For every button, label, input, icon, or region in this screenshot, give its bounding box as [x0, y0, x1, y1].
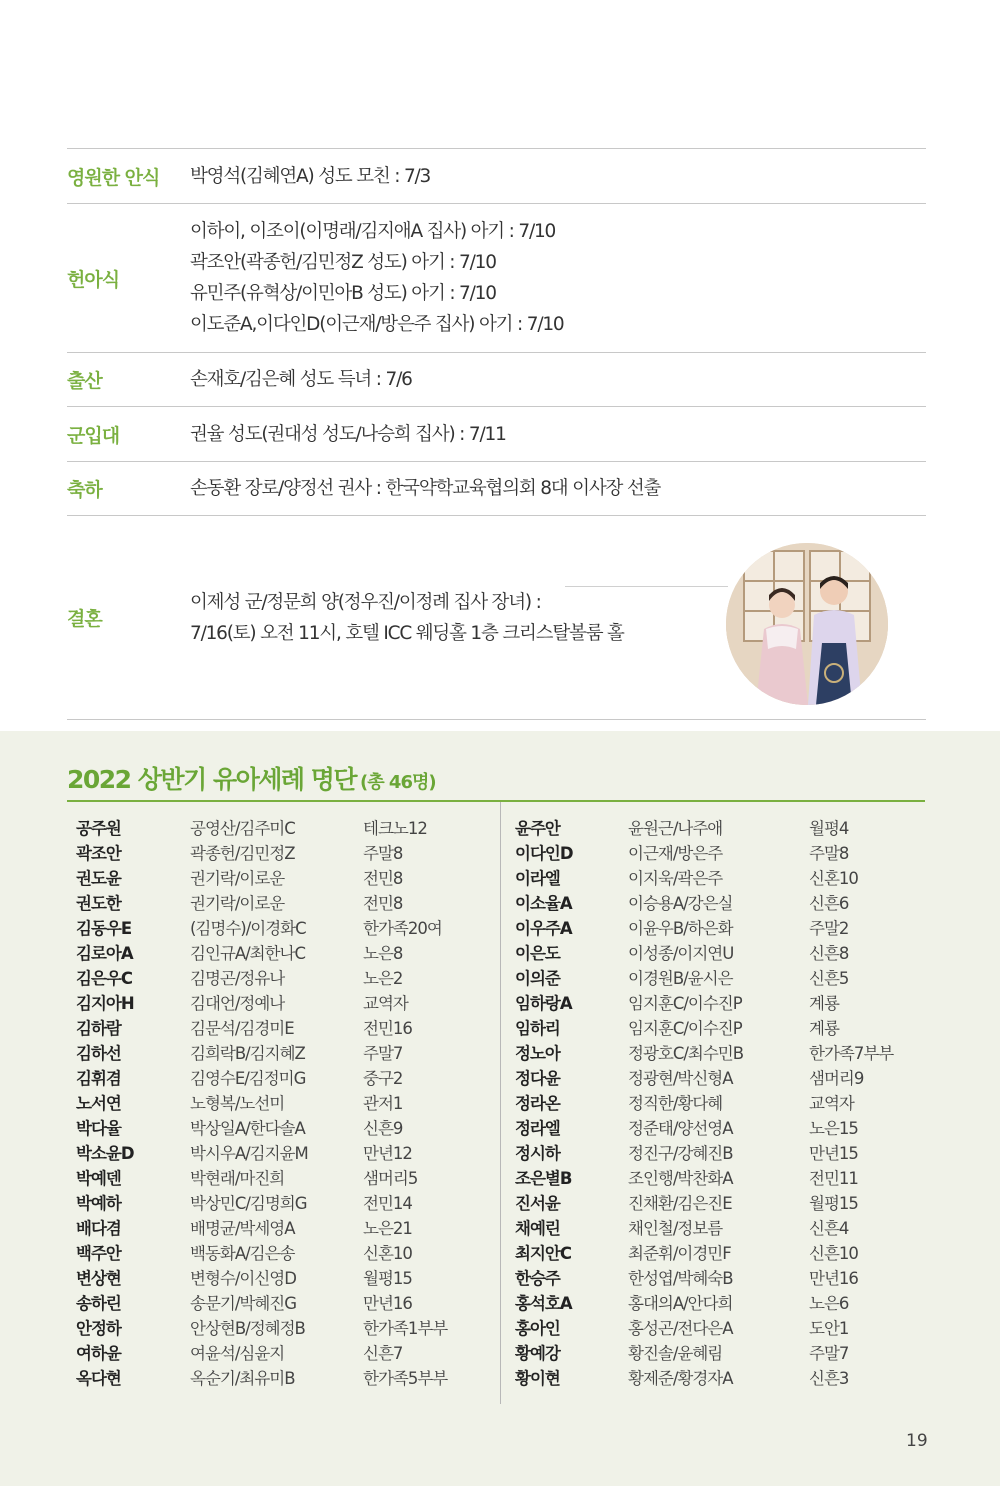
title-rule	[67, 800, 925, 802]
baptism-entry	[76, 814, 447, 839]
parents-names: 공영산/김주미C	[190, 818, 295, 838]
group-name: 주말8	[809, 843, 849, 863]
baptism-entry	[76, 864, 447, 889]
child-name: 박예하	[76, 1193, 121, 1213]
group-name: 관저1	[363, 1093, 403, 1113]
child-name: 홍석호A	[515, 1293, 572, 1313]
baptism-entry	[76, 1139, 447, 1164]
news-line: 권율 성도(권대성 성도/나승희 집사) : 7/11	[190, 423, 506, 445]
baptism-entry	[76, 889, 447, 914]
parents-names: 박현래/마진희	[190, 1168, 285, 1188]
news-body	[190, 161, 926, 192]
parents-names: 홍성곤/전다은A	[628, 1318, 733, 1338]
group-name: 노은8	[363, 943, 403, 963]
parents-names: 김영수E/김정미G	[190, 1068, 306, 1088]
parents-names: 정진구/강혜진B	[628, 1143, 733, 1163]
news-line: 유민주(유혁상/이민아B 성도) 아기 : 7/10	[190, 283, 496, 304]
wedding-couple-illustration	[726, 543, 888, 705]
parents-names: 권기락/이로운	[190, 868, 285, 888]
news-line: 박영석(김혜연A) 성도 모친 : 7/3	[190, 165, 431, 187]
baptism-entry	[515, 1089, 893, 1114]
group-name: 월평15	[363, 1268, 412, 1288]
group-name: 전민8	[363, 893, 403, 913]
child-name: 임하리	[515, 1018, 560, 1038]
group-name: 만년15	[809, 1143, 858, 1163]
parents-names: 박상민C/김명희G	[190, 1193, 307, 1213]
group-name: 신흔10	[809, 1243, 858, 1263]
group-name: 한가족7부부	[809, 1043, 894, 1063]
baptism-entry	[515, 1139, 893, 1164]
child-name: 권도윤	[76, 868, 121, 888]
group-name: 샘머리9	[809, 1068, 864, 1088]
baptism-entry	[76, 1239, 447, 1264]
child-name: 안정하	[76, 1318, 121, 1338]
parents-names: 박시우A/김지윤M	[190, 1143, 308, 1163]
baptism-entry	[76, 1164, 447, 1189]
child-name: 김하선	[76, 1043, 121, 1063]
group-name: 한가족1부부	[363, 1318, 448, 1338]
group-name: 만년16	[363, 1293, 412, 1313]
child-name: 배다겸	[76, 1218, 121, 1238]
parents-names: 이윤우B/하은화	[628, 918, 733, 938]
child-name: 이은도	[515, 943, 560, 963]
group-name: 주말8	[363, 843, 403, 863]
child-name: 김은우C	[76, 968, 132, 988]
parents-names: 이승용A/강은실	[628, 893, 733, 913]
baptism-entry	[76, 1364, 447, 1389]
group-name: 전민11	[809, 1168, 858, 1188]
child-name: 변상현	[76, 1268, 121, 1288]
category-label: 영원한 안식	[67, 166, 160, 189]
category-label: 헌아식	[67, 268, 120, 291]
parents-names: (김명수)/이경화C	[190, 918, 306, 938]
category-label: 축하	[67, 479, 102, 501]
baptism-entry	[76, 1214, 447, 1239]
parents-names: 노형복/노선미	[190, 1093, 285, 1113]
group-name: 도안1	[809, 1318, 849, 1338]
group-name: 신흔4	[809, 1218, 849, 1238]
baptism-entry	[76, 839, 447, 864]
baptism-entry	[76, 1014, 447, 1039]
parents-names: 안상현B/정혜정B	[190, 1318, 305, 1338]
child-name: 임하랑A	[515, 993, 572, 1013]
parents-names: 최준휘/이경민F	[628, 1243, 731, 1263]
parents-names: 이근재/방은주	[628, 843, 723, 863]
child-name: 황이현	[515, 1368, 560, 1388]
baptism-entry	[515, 814, 893, 839]
church-news-table	[67, 148, 926, 720]
parents-names: 김문석/김경미E	[190, 1018, 294, 1038]
group-name: 중구2	[363, 1068, 403, 1088]
news-row-memorial	[67, 148, 926, 203]
parents-names: 배명균/박세영A	[190, 1218, 295, 1238]
child-name: 박소윤D	[76, 1143, 134, 1163]
child-name: 김동우E	[76, 918, 132, 938]
wedding-couple-photo	[726, 543, 888, 705]
parents-names: 황진솔/윤혜림	[628, 1343, 723, 1363]
baptism-entry	[76, 1314, 447, 1339]
parents-names: 임지훈C/이수진P	[628, 993, 742, 1013]
group-name: 월평15	[809, 1193, 858, 1213]
child-name: 이다인D	[515, 843, 573, 863]
news-line: 이제성 군/정문희 양(정우진/이정례 집사 장녀) :	[190, 591, 541, 613]
baptism-entry	[76, 1089, 447, 1114]
baptism-entry	[515, 1214, 893, 1239]
child-name: 홍아인	[515, 1318, 560, 1338]
parents-names: 여윤석/심윤지	[190, 1343, 285, 1363]
baptism-list-title	[67, 760, 436, 796]
parents-names: 진채환/김은진E	[628, 1193, 732, 1213]
group-name: 신흔9	[363, 1118, 403, 1138]
parents-names: 곽종헌/김민정Z	[190, 843, 295, 863]
news-row-wedding	[67, 515, 926, 720]
group-name: 주말7	[809, 1343, 849, 1363]
parents-names: 이지욱/곽은주	[628, 868, 723, 888]
news-body	[190, 473, 926, 504]
parents-names: 권기락/이로운	[190, 893, 285, 913]
baptism-entry	[515, 1064, 893, 1089]
child-name: 정시하	[515, 1143, 560, 1163]
group-name: 노은15	[809, 1118, 858, 1138]
category-label: 결혼	[67, 608, 102, 630]
parents-names: 박상일A/한다솔A	[190, 1118, 305, 1138]
group-name: 전민8	[363, 868, 403, 888]
group-name: 신흔7	[363, 1343, 403, 1363]
child-name: 채예린	[515, 1218, 560, 1238]
parents-names: 송문기/박혜진G	[190, 1293, 296, 1313]
group-name: 신흔3	[809, 1368, 849, 1388]
baptism-entry	[515, 889, 893, 914]
group-name: 주말2	[809, 918, 849, 938]
group-name: 노은21	[363, 1218, 412, 1238]
baptism-entry	[515, 989, 893, 1014]
child-name: 정라온	[515, 1093, 560, 1113]
parents-names: 임지훈C/이수진P	[628, 1018, 742, 1038]
child-name: 윤주안	[515, 818, 560, 838]
group-name: 주말7	[363, 1043, 403, 1063]
parents-names: 황제준/황경자A	[628, 1368, 733, 1388]
baptism-entry	[515, 914, 893, 939]
baptism-entry	[515, 1039, 893, 1064]
child-name: 공주원	[76, 818, 121, 838]
child-name: 여하윤	[76, 1343, 121, 1363]
child-name: 김지아H	[76, 993, 134, 1013]
news-row-birth	[67, 352, 926, 406]
baptism-entry	[515, 1114, 893, 1139]
baptism-list-left-column	[76, 814, 447, 1389]
child-name: 송하린	[76, 1293, 121, 1313]
parents-names: 옥순기/최유미B	[190, 1368, 295, 1388]
group-name: 테크노12	[363, 818, 427, 838]
news-line: 이하이, 이조이(이명래/김지애A 집사) 아기 : 7/10	[190, 221, 556, 242]
baptism-entry	[76, 1114, 447, 1139]
baptism-entry	[515, 1314, 893, 1339]
news-line: 곽조안(곽종헌/김민정Z 성도) 아기 : 7/10	[190, 252, 496, 273]
baptism-entry	[515, 964, 893, 989]
group-name: 월평4	[809, 818, 849, 838]
child-name: 곽조안	[76, 843, 121, 863]
parents-names: 정직한/황다혜	[628, 1093, 723, 1113]
baptism-entry	[515, 1339, 893, 1364]
group-name: 전민14	[363, 1193, 412, 1213]
baptism-entry	[515, 1014, 893, 1039]
child-name: 이소율A	[515, 893, 572, 913]
parents-names: 채인철/정보름	[628, 1218, 723, 1238]
baptism-entry	[76, 914, 447, 939]
child-name: 권도한	[76, 893, 121, 913]
child-name: 김하람	[76, 1018, 121, 1038]
category-label: 출산	[67, 370, 102, 392]
group-name: 신흔6	[809, 893, 849, 913]
group-name: 신혼10	[809, 868, 858, 888]
news-line: 이도준A,이다인D(이근재/방은주 집사) 아기 : 7/10	[190, 314, 564, 335]
group-name: 노은2	[363, 968, 403, 988]
baptism-entry	[76, 1064, 447, 1089]
group-name: 샘머리5	[363, 1168, 418, 1188]
news-line: 손동환 장로/양정선 권사 : 한국약학교육협의회 8대 이사장 선출	[190, 478, 661, 499]
parents-names: 정광호C/최수민B	[628, 1043, 744, 1063]
parents-names: 정광현/박신형A	[628, 1068, 733, 1088]
parents-names: 변형수/이신영D	[190, 1268, 296, 1288]
page-number: 19	[906, 1431, 928, 1451]
baptism-entry	[515, 839, 893, 864]
child-name: 백주안	[76, 1243, 121, 1263]
child-name: 정노아	[515, 1043, 560, 1063]
parents-names: 이성종/이지연U	[628, 943, 734, 963]
baptism-entry	[515, 1189, 893, 1214]
parents-names: 정준태/양선영A	[628, 1118, 733, 1138]
parents-names: 김희락B/김지혜Z	[190, 1043, 305, 1063]
group-name: 신흔8	[809, 943, 849, 963]
child-name: 김휘겸	[76, 1068, 121, 1088]
group-name: 신혼10	[363, 1243, 412, 1263]
child-name: 정다윤	[515, 1068, 560, 1088]
baptism-entry	[76, 964, 447, 989]
baptism-list-right-column	[515, 814, 893, 1389]
parents-names: 김인규A/최한나C	[190, 943, 306, 963]
child-name: 한승주	[515, 1268, 560, 1288]
baptism-entry	[76, 1189, 447, 1214]
child-name: 옥다현	[76, 1368, 121, 1388]
parents-names: 김대언/정예나	[190, 993, 285, 1013]
news-row-dedication	[67, 203, 926, 352]
baptism-entry	[515, 1364, 893, 1389]
child-name: 진서윤	[515, 1193, 560, 1213]
child-name: 이라엘	[515, 868, 560, 888]
news-row-congrats	[67, 461, 926, 515]
group-name: 만년12	[363, 1143, 412, 1163]
group-name: 교역자	[363, 993, 408, 1013]
column-divider	[500, 802, 501, 1404]
baptism-entry	[515, 864, 893, 889]
child-name: 최지안C	[515, 1243, 571, 1263]
baptism-entry	[515, 1239, 893, 1264]
category-label: 군입대	[67, 424, 120, 447]
news-body	[190, 419, 926, 450]
baptism-entry	[515, 1264, 893, 1289]
parents-names: 홍대의A/안다희	[628, 1293, 733, 1313]
news-body	[190, 364, 926, 395]
news-line: 손재호/김은혜 성도 득녀 : 7/6	[190, 369, 412, 390]
photo-leader-line	[565, 586, 728, 587]
baptism-entry	[76, 1289, 447, 1314]
list-title-text: 2022 상반기 유아세례 명단	[67, 765, 357, 794]
baptism-entry	[76, 1264, 447, 1289]
parents-names: 김명곤/정유나	[190, 968, 285, 988]
baptism-entry	[515, 939, 893, 964]
child-name: 이의준	[515, 968, 560, 988]
child-name: 박다율	[76, 1118, 121, 1138]
group-name: 만년16	[809, 1268, 858, 1288]
news-line: 7/16(토) 오전 11시, 호텔 ICC 웨딩홀 1층 크리스탈볼룸 홀	[190, 622, 624, 644]
parents-names: 이경원B/윤시은	[628, 968, 733, 988]
group-name: 계룡	[809, 993, 839, 1013]
child-name: 정라엘	[515, 1118, 560, 1138]
parents-names: 윤원근/나주애	[628, 818, 723, 838]
group-name: 한가족20여	[363, 918, 442, 938]
baptism-entry	[76, 939, 447, 964]
child-name: 김로아A	[76, 943, 133, 963]
parents-names: 조인행/박찬화A	[628, 1168, 733, 1188]
group-name: 노은6	[809, 1293, 849, 1313]
child-name: 황예강	[515, 1343, 560, 1363]
baptism-entry	[515, 1289, 893, 1314]
group-name: 교역자	[809, 1093, 854, 1113]
child-name: 박예덴	[76, 1168, 121, 1188]
list-count: (총 46명)	[360, 772, 436, 793]
group-name: 신흔5	[809, 968, 849, 988]
group-name: 전민16	[363, 1018, 412, 1038]
child-name: 이우주A	[515, 918, 572, 938]
news-row-military	[67, 406, 926, 461]
baptism-entry	[76, 1039, 447, 1064]
group-name: 한가족5부부	[363, 1368, 448, 1388]
group-name: 계룡	[809, 1018, 839, 1038]
baptism-entry	[76, 989, 447, 1014]
news-body	[190, 216, 926, 340]
parents-names: 한성엽/박혜숙B	[628, 1268, 733, 1288]
baptism-entry	[515, 1164, 893, 1189]
child-name: 노서연	[76, 1093, 121, 1113]
baptism-entry	[76, 1339, 447, 1364]
parents-names: 백동화A/김은송	[190, 1243, 295, 1263]
child-name: 조은별B	[515, 1168, 572, 1188]
